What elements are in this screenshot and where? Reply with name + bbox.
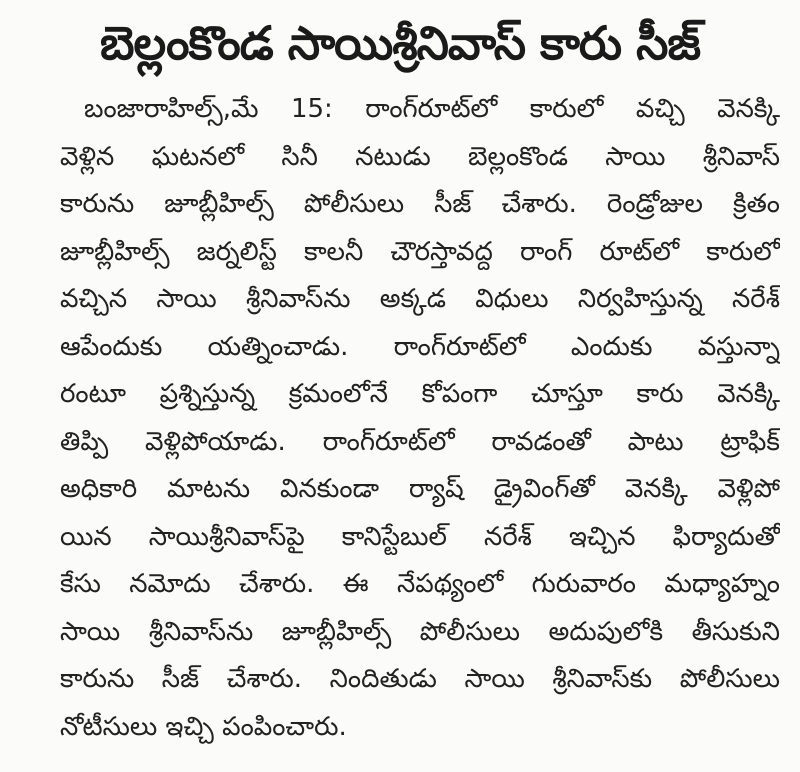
article-line: నోటీసులు ఇచ్చి పంపించారు. [60,711,347,742]
article-line: కారును సీజ్ చేశారు. నిందితుడు సాయి శ్రీనివాస్‌కు పోలీసులు [60,664,780,694]
article-line: రంటూ ప్రశ్నిస్తున్న క్రమంలోనే కోపంగా చూస్తూ కారు వెనక్కి [60,379,780,409]
article-line: బంజారాహిల్స్,మే 15: రాంగ్‌రూట్‌లో కారులో వచ్చి వెనక్కి [84,94,780,124]
article-line: ఆపేందుకు యత్నించాడు. రాంగ్‌రూట్‌లో ఎందుకు వస్తున్నా [60,331,780,362]
article-line: కేసు నమోదు చేశారు. ఈ నేపథ్యంలో గురువారం మధ్యాహ్నం [60,569,780,599]
article-line: వచ్చిన సాయి శ్రీనివాస్‌ను అక్కడ విధులు నిర్వహిస్తున్న నరేశ్ [60,284,780,314]
article-line: యిన సాయిశ్రీనివాస్‌పై కానిస్టేబుల్ నరేశ్ ఇచ్చిన ఫిర్యాదుతో [60,521,780,552]
article-line: జూబ్లీహిల్స్ జర్నలిస్ట్ కాలనీ చౌరస్తావద్ద రాంగ్ రూట్‌లో కారులో [60,236,780,267]
article-line: వెళ్లిన ఘటనలో సినీ నటుడు బెల్లంకొండ సాయి శ్రీనివాస్ [60,141,780,172]
article-body [60,86,780,751]
article-headline: బెల్లంకొండ సాయిశ్రీనివాస్ కారు సీజ్ [99,16,701,70]
article-line: కారును జూబ్లీహిల్స్ పోలీసులు సీజ్ చేశారు. రెండ్రోజుల క్రితం [60,189,780,219]
article-line: సాయి శ్రీనివాస్‌ను జూబ్లీహిల్స్ పోలీసులు అదుపులోకి తీసుకుని [60,616,780,647]
article-line: అధికారి మాటను వినకుండా ర్యాష్ డ్రైవింగ్‌తో వెనక్కి వెళ్లిపో [60,474,780,504]
article-line: తిప్పి వెళ్లిపోయాడు. రాంగ్‌రూట్‌లో రావడంతో పాటు ట్రాఫిక్ [60,426,780,457]
